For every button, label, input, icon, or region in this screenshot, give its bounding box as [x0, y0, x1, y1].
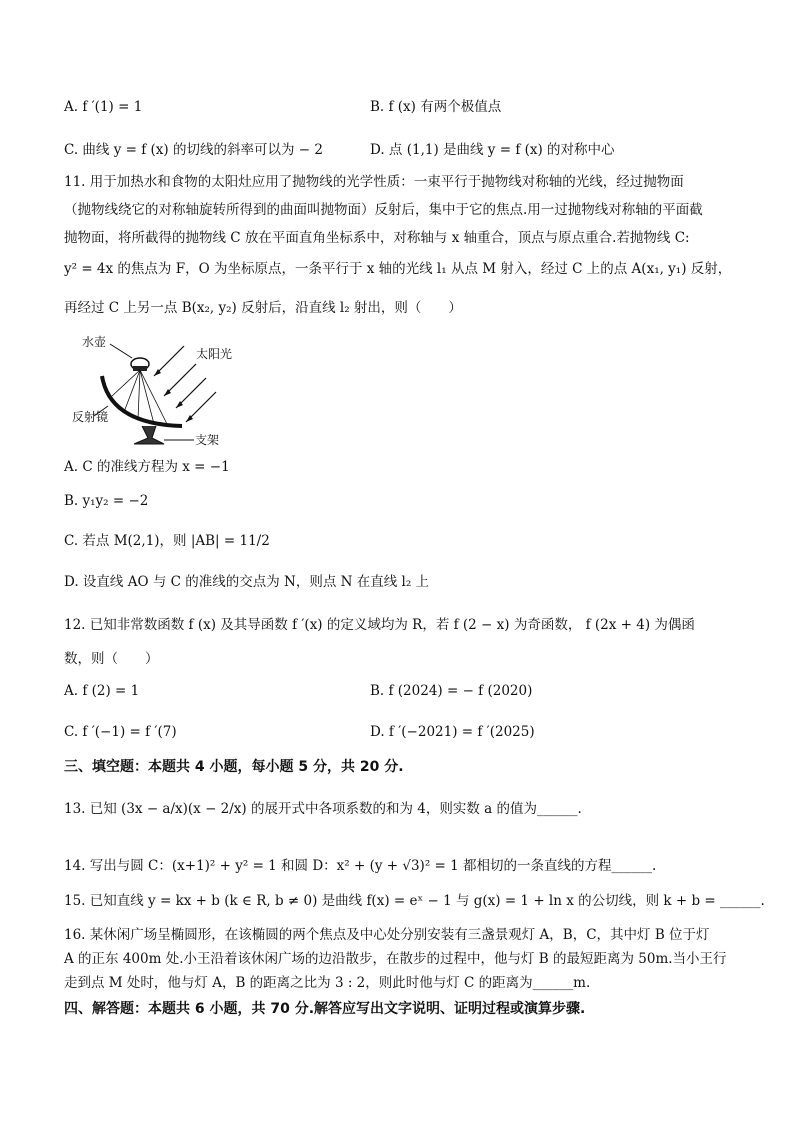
section-3-title: 三、填空题：本题共 4 小题，每小题 5 分，共 20 分.	[64, 759, 404, 775]
q11-option-d: D. 设直线 AO 与 C 的准线的交点为 N，则点 N 在直线 l₂ 上	[64, 574, 430, 590]
q12-option-b: B. f (2024) = − f (2020)	[370, 683, 533, 699]
solar-cooker-figure	[72, 326, 272, 450]
q12-stem-line-2: 数，则（ ）	[64, 651, 159, 667]
kettle-label: 水壶	[82, 335, 107, 349]
q11-option-a: A. C 的准线方程为 x = −1	[64, 459, 230, 475]
sun-ray-arrowheads	[154, 369, 193, 422]
q10-option-a: A. f ′(1) = 1	[64, 99, 143, 115]
q10-option-c: C. 曲线 y = f (x) 的切线的斜率可以为 − 2	[64, 142, 323, 158]
stand-label: 支架	[195, 433, 220, 447]
q11-stem-line-5: 再经过 C 上另一点 B(x₂, y₂) 反射后，沿直线 l₂ 射出，则（ ）	[64, 300, 462, 316]
q16-line-2: A 的正东 400m 处.小王沿着该休闲广场的边沿散步，在散步的过程中，他与灯 B 的最短距离为 50m.当小王行	[64, 951, 727, 967]
q12-option-a: A. f (2) = 1	[64, 683, 140, 699]
q14-text: 14. 写出与圆 C：(x+1)² + y² = 1 和圆 D：x² + (y + √3)² = 1 都相切的一条直线的方程______.	[64, 858, 657, 874]
q11-option-b: B. y₁y₂ = −2	[64, 493, 149, 509]
q11-stem-line-4: y² = 4x 的焦点为 F，O 为坐标原点，一条平行于 x 轴的光线 l₁ 从点 M 射入，经过 C 上的点 A(x₁, y₁) 反射，	[64, 261, 732, 277]
parabolic-mirror	[102, 376, 182, 426]
q16-line-3: 走到点 M 处时，他与灯 A，B 的距离之比为 3 : 2，则此时他与灯 C 的距离为______m.	[64, 975, 591, 991]
mirror-label: 反射镜	[72, 410, 109, 424]
q12-option-d: D. f ′(−2021) = f ′(2025)	[370, 724, 535, 740]
q11-option-c: C. 若点 M(2,1)，则 |AB| = 11/2	[64, 533, 270, 549]
q10-option-b: B. f (x) 有两个极值点	[370, 99, 502, 115]
q13-text: 13. 已知 (3x − a/x)(x − 2/x) 的展开式中各项系数的和为 4，则实数 a 的值为______.	[64, 801, 582, 817]
stand-icon	[134, 426, 164, 444]
q16-line-1: 16. 某休闲广场呈椭圆形，在该椭圆的两个焦点及中心处分别安装有三盏景观灯 A，B，C，其中灯 B 位于灯	[64, 927, 710, 943]
sunlight-label: 太阳光	[196, 347, 233, 361]
q15-text: 15. 已知直线 y = kx + b (k ∈ R, b ≠ 0) 是曲线 f(x) = eˣ − 1 与 g(x) = 1 + ln x 的公切线，则 k + b = ______.	[64, 893, 765, 909]
q11-stem-line-1: 11. 用于加热水和食物的太阳灶应用了抛物线的光学性质：一束平行于抛物线对称轴的光线，经过抛物面	[64, 174, 684, 190]
q12-stem-line-1: 12. 已知非常数函数 f (x) 及其导函数 f ′(x) 的定义域均为 R，若 f (2 − x) 为奇函数， f (2x + 4) 为偶函	[64, 617, 695, 633]
q12-option-c: C. f ′(−1) = f ′(7)	[64, 724, 177, 740]
q11-stem-line-2: （抛物线绕它的对称轴旋转所得到的曲面叫抛物面）反射后，集中于它的焦点.用一过抛物线对称轴的平面截	[64, 202, 703, 218]
q10-option-d: D. 点 (1,1) 是曲线 y = f (x) 的对称中心	[370, 142, 615, 158]
q11-stem-line-3: 抛物面，将所截得的抛物线 C 放在平面直角坐标系中，对称轴与 x 轴重合，顶点与原点重合.若抛物线 C:	[64, 230, 690, 246]
kettle-pointer	[110, 344, 132, 358]
section-4-title: 四、解答题：本题共 6 小题，共 70 分.解答应写出文字说明、证明过程或演算步骤.	[64, 1001, 586, 1017]
